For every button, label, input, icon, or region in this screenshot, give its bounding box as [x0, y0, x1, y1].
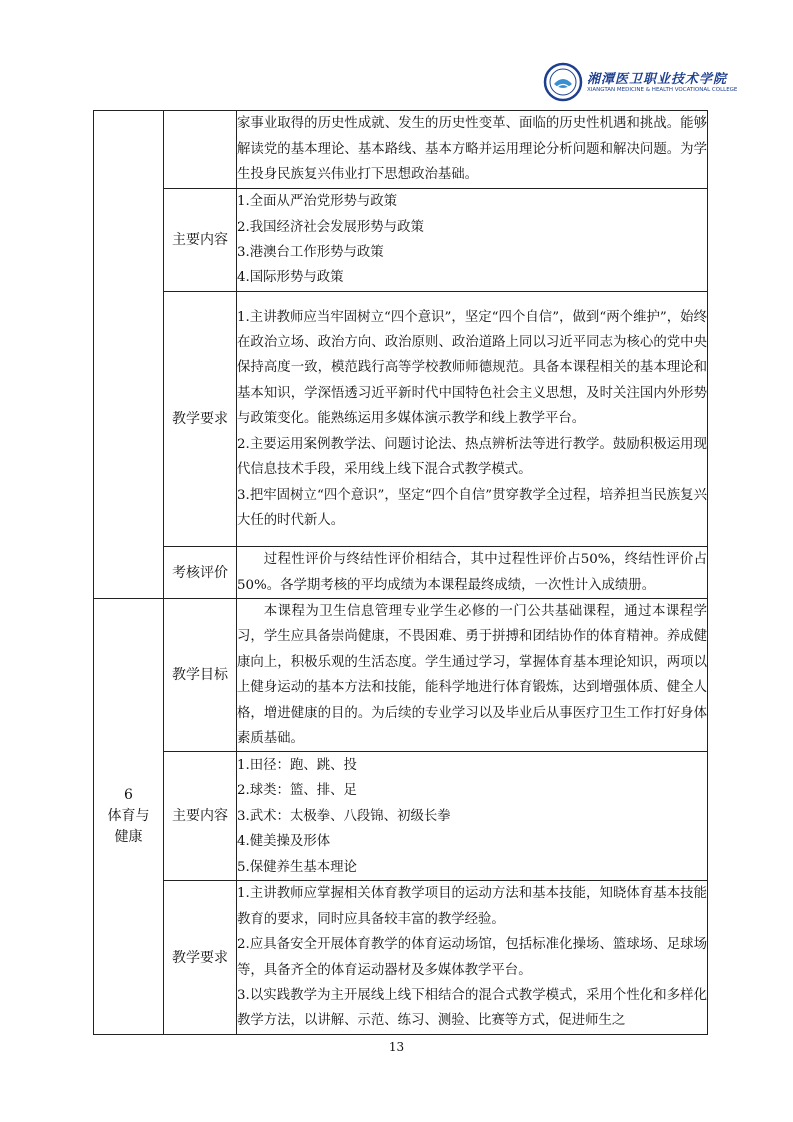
pe-teaching-goal-cell: [237, 599, 708, 752]
main-content-cell: [237, 189, 708, 292]
table-row: [94, 599, 708, 752]
course-number: 6: [124, 786, 133, 803]
list-item: 1.主讲教师应掌握相关体育教学项目的运动方法和基本技能，知晓体育基本技能教育的要求，同时应具备较丰富的教学经验。: [237, 886, 707, 927]
pe-teaching-requirements-label: 教学要求: [164, 881, 237, 1034]
teaching-requirements-label: 教学要求: [164, 292, 237, 547]
list-item: 2.我国经济社会发展形势与政策: [237, 219, 424, 235]
list-item: 3.以实践教学为主开展线上线下相结合的混合式教学模式，采用个性化和多样化教学方法，以讲解、示范、练习、测验、比赛等方式，促进师生之: [237, 988, 707, 1029]
school-name-en: XIANGTAN MEDICINE & HEALTH VOCATIONAL COLLEGE: [587, 87, 738, 93]
teaching-goal-text: 家事业取得的历史性成就、发生的历史性变革、面临的历史性机遇和挑战。能够解读党的基本理论、基本路线、基本方略并运用理论分析问题和解决问题。为学生投身民族复兴伟业打下思想政治基础。: [237, 116, 707, 183]
main-content-label: 主要内容: [164, 189, 237, 292]
table-row: [94, 752, 708, 881]
course-cell-continued: [94, 111, 164, 599]
pe-teaching-goal-label: 教学目标: [164, 599, 237, 752]
course-table: [93, 110, 708, 1035]
label-cell-empty: [164, 111, 237, 189]
list-item: 2.主要运用案例教学法、问题讨论法、热点辨析法等进行教学。鼓励积极运用现代信息技术手段，采用线上线下混合式教学模式。: [237, 436, 707, 478]
course-name-line1: 体育与: [107, 807, 150, 824]
assessment-label: 考核评价: [164, 547, 237, 599]
pe-main-content-cell: [237, 752, 708, 881]
assessment-cell: [237, 547, 708, 599]
table-row: [94, 189, 708, 292]
assessment-text: 过程性评价与终结性评价相结合，其中过程性评价占50%，终结性评价占50%。各学期考核的平均成绩为本课程最终成绩，一次性计入成绩册。: [237, 552, 707, 593]
pe-main-content-label: 主要内容: [164, 752, 237, 881]
course-name-line2: 健康: [114, 828, 143, 845]
teaching-goal-continued: [237, 111, 708, 189]
list-item: 3.港澳台工作形势与政策: [237, 245, 384, 260]
page-number: 13: [388, 1040, 405, 1054]
teaching-requirements-cell: [237, 292, 708, 547]
list-item: 1.田径：跑、跳、投: [237, 757, 357, 773]
school-name-cn: 湘潭医卫职业技术学院: [587, 72, 728, 87]
list-item: 3.武术：太极拳、八段锦、初级长拳: [237, 808, 451, 824]
course-pe-cell: [94, 599, 164, 1035]
table-row: [94, 111, 708, 189]
list-item: 1.主讲教师应当牢固树立“四个意识”，坚定“四个自信”，做到“两个维护”，始终在政治立场、政治方向、政治原则、政治道路上同以习近平同志为核心的党中央保持高度一致，模范践行高等学校教师师德规范。具备本课程相关的基本理论和基本知识，学深悟透习近平新时代中国特色社会主义思想，及时关注国内外形势与政策变化。能熟练运用多媒体演示教学和线上教学平台。: [237, 309, 707, 427]
list-item: 2.球类：篮、排、足: [237, 783, 357, 799]
list-item: 3.把牢固树立“四个意识”，坚定“四个自信”贯穿教学全过程，培养担当民族复兴大任的时代新人。: [237, 487, 707, 528]
table-row: [94, 881, 708, 1034]
pe-teaching-goal-text: 本课程为卫生信息管理专业学生必修的一门公共基础课程，通过本课程学习，学生应具备崇尚健康，不畏困难、勇于拼搏和团结协作的体育精神。养成健康向上，积极乐观的生活态度。学生通过学习，掌握体育基本理论知识，两项以上健身运动的基本方法和技能，能科学地进行体育锻炼，达到增强体质、健全人格，增进健康的目的。为后续的专业学习以及毕业后从事医疗卫生工作打好身体素质基础。: [237, 604, 707, 747]
list-item: 4.健美操及形体: [237, 834, 331, 850]
list-item: 1.全面从严治党形势与政策: [237, 194, 398, 210]
list-item: 4.国际形势与政策: [237, 270, 344, 286]
school-emblem-icon: [543, 62, 583, 102]
list-item: 2.应具备安全开展体育教学的体育运动场馆，包括标准化操场、篮球场、足球场等，具备齐全的体育运动器材及多媒体教学平台。: [237, 937, 707, 978]
pe-teaching-requirements-cell: [237, 881, 708, 1034]
list-item: 5.保健养生基本理论: [237, 859, 357, 875]
table-row: [94, 292, 708, 547]
table-row: [94, 547, 708, 599]
school-logo: [543, 62, 738, 102]
